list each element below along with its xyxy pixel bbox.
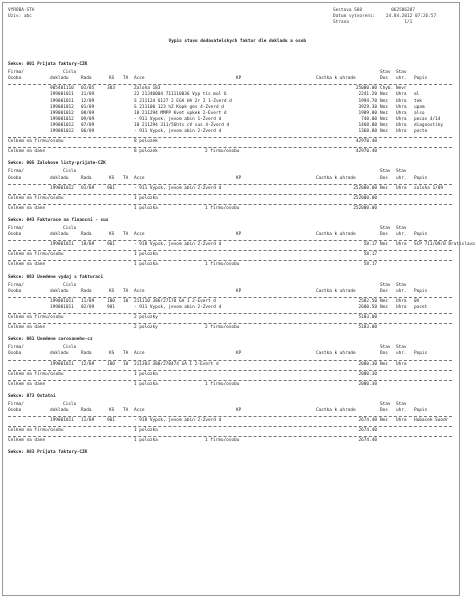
sum-count: 2 polozky	[134, 315, 158, 320]
section-title	[3, 160, 461, 168]
col-rada: Rada	[81, 232, 92, 238]
col-popis: Popis	[414, 288, 428, 294]
section-title-text: Sekce: 043 Fakturace na financni - sus	[8, 217, 109, 223]
sum-value: 2080.30	[358, 371, 377, 377]
col-firma: Firma/	[8, 282, 24, 288]
col-dos: Dos	[380, 288, 388, 294]
report-title-text: Vypis stavu dodavatelskych faktur dle dokladu a osob	[168, 39, 307, 44]
row-doklad: 905401110	[50, 86, 74, 92]
col-stav: Stav	[380, 401, 391, 407]
row-castka: 1460.80	[358, 122, 377, 128]
col-kp: KP	[236, 351, 242, 357]
column-header	[3, 175, 461, 183]
column-header	[3, 288, 461, 296]
row-rada: 12/09	[81, 98, 95, 104]
col-uhr: uhr.	[396, 175, 407, 181]
sum-row	[3, 138, 461, 146]
section-title-text: Sekce: 001 Prijata faktury-CZK	[8, 62, 88, 67]
col-osoba: Osoba	[8, 76, 22, 82]
total-value: 2674.40	[358, 438, 377, 444]
col-kp: KP	[236, 175, 242, 181]
row-stav: Nez	[380, 361, 388, 367]
created-date: Datum vytvoreni: 24.04.2012 07:26:57	[333, 14, 437, 19]
col-doklad: dokladu	[50, 408, 69, 413]
col-firma: Firma/	[8, 226, 24, 231]
row-ta: 10	[123, 298, 129, 304]
col-ks: KS	[109, 351, 115, 357]
row-uhr: Uhra	[396, 110, 407, 116]
row-uhr: Uhra	[396, 92, 407, 98]
total-row	[3, 324, 461, 332]
col-ks: KS	[109, 288, 115, 294]
total-firms: 2 firmu/osobu	[205, 149, 240, 155]
col-uhr: uhr.	[396, 351, 407, 357]
section-title-text: Sekce: 073 Ostatni	[8, 393, 56, 399]
row-acce: - 910 Vypsk, jevom abin 2-Zverd d	[134, 242, 222, 248]
col-ks: KS	[109, 76, 115, 82]
row-castka: 58.17	[363, 242, 377, 248]
row-uhr: Uhra	[396, 418, 407, 424]
col-castka: Castka k uhrade	[316, 76, 356, 82]
sum-row	[3, 314, 461, 322]
row-doklad: 199001011	[50, 98, 74, 104]
column-header	[3, 350, 461, 358]
section-title	[3, 217, 461, 225]
row-acce: 211110 386/27170 GA I 2-Evert d	[134, 298, 216, 304]
row-castka: 252000.00	[353, 185, 377, 191]
row-popis: also	[414, 110, 425, 116]
col-firma: Firma/	[8, 401, 24, 407]
row-stav: Nez	[380, 110, 388, 116]
section-title-text: Sekce: 061 Uvedene carovaneho-cz	[8, 337, 93, 343]
col-rada: Rada	[81, 76, 92, 82]
col-castka: Castka k uhrade	[316, 351, 356, 357]
row-uhr: Uhra	[396, 98, 407, 104]
col-stav: Stav	[380, 282, 391, 288]
sum-value: 58.17	[363, 252, 377, 258]
col-ks: KS	[109, 175, 115, 181]
col-stav-uhr: Stav	[396, 345, 407, 351]
table-row	[3, 417, 461, 425]
row-popis: upam	[414, 104, 425, 110]
row-acce: - 911 Vypsk, jevom abin 2-Zverd d	[134, 304, 222, 310]
row-acce: S 211124 6127 2 EGA HA 2r 2 1-Zverd d	[134, 98, 232, 104]
header-line-3	[3, 19, 461, 27]
col-acce: Acce	[134, 76, 145, 82]
row-stav: Nez	[380, 104, 388, 110]
row-doklad: 199001011	[50, 298, 74, 304]
row-rada: 11/09	[81, 418, 95, 424]
sum-value: 5183.00	[358, 315, 377, 320]
row-ks: 901	[107, 242, 115, 248]
table-row	[3, 241, 475, 249]
col-uhr: uhr.	[396, 76, 407, 82]
col-stav: Stav	[380, 70, 391, 76]
row-ks: 901	[107, 185, 115, 191]
col-osoba: Osoba	[8, 232, 22, 238]
col-acce: Acce	[134, 288, 145, 294]
table-row	[3, 128, 461, 136]
row-rada: 11/09	[81, 92, 95, 98]
col-doklad: dokladu	[50, 232, 69, 238]
col-uhr: uhr.	[396, 288, 407, 294]
table-row	[3, 361, 461, 369]
row-uhr: Uhra	[396, 129, 407, 134]
row-castka: 1994.70	[358, 98, 377, 104]
col-kp: KP	[236, 76, 242, 82]
col-kp: KP	[236, 232, 242, 238]
table-row	[3, 304, 461, 312]
row-uhr: Uhra	[396, 361, 407, 367]
row-acce: 18 211294 MMPP Kvet upkek 2-Evert d	[134, 110, 227, 116]
row-ks: 180	[107, 361, 115, 367]
col-dos: Dos	[380, 232, 388, 238]
total-count: 1 polozka	[134, 205, 158, 211]
row-uhr: Uhra	[396, 104, 407, 110]
row-doklad: 199001012	[50, 116, 74, 122]
section-title-text: Sekce: 063 Uvedene vydaj s fakturaci	[8, 274, 104, 280]
col-rada: Rada	[81, 288, 92, 294]
row-doklad: 199001012	[50, 104, 74, 110]
col-dos: Dos	[380, 175, 388, 181]
row-acce: - 911 Vypsk, jevom abin 2-Zverd d	[134, 185, 222, 191]
row-uhr: Uhra	[396, 304, 407, 310]
col-osoba: Osoba	[8, 351, 22, 357]
row-popis: tek	[414, 98, 422, 104]
row-doklad: 199001011	[50, 304, 74, 310]
row-castka: 2080.30	[358, 361, 377, 367]
sum-value: 252000.00	[353, 195, 377, 201]
page-number: Strana 1/1	[333, 20, 413, 25]
sum-value: 2674.40	[358, 428, 377, 434]
col-popis: Popis	[414, 408, 428, 413]
total-firms: 2 firmu/osobu	[205, 325, 240, 331]
row-doklad: 199001011	[50, 92, 74, 98]
row-rada: 08/09	[81, 110, 95, 116]
row-rada: 11/09	[81, 298, 95, 304]
col-rada: Rada	[81, 175, 92, 181]
row-popis: Hubacek Soodr	[414, 418, 449, 424]
col-doklad: dokladu	[50, 288, 69, 294]
total-count: 8 polozek	[134, 149, 158, 155]
col-uhr: uhr.	[396, 408, 407, 413]
total-count: 1 polozka	[134, 262, 158, 268]
row-acce: 10 211294 311/56hts cV sus 4-Zverd d	[134, 122, 230, 128]
row-uhr: Uhra	[396, 122, 407, 128]
row-stav: Nez	[380, 116, 388, 122]
row-stav: Nez	[380, 98, 388, 104]
col-castka: Castka k uhrade	[316, 288, 356, 294]
row-rada: 01/09	[81, 104, 95, 110]
row-ks: 901	[107, 418, 115, 424]
section-title	[3, 336, 461, 344]
sum-count: 1 polozka	[134, 195, 158, 201]
sum-row	[3, 371, 461, 379]
row-rada: 07/09	[81, 122, 95, 128]
col-uhr: uhr.	[396, 232, 407, 238]
row-stav: Nez	[380, 298, 388, 304]
col-acce: Acce	[134, 351, 145, 357]
row-acce: - 910 Vypsk, jevom abin 2-Zverd d	[134, 418, 222, 424]
total-row	[3, 437, 461, 445]
row-rada: 01/05	[81, 86, 95, 92]
total-label: Celkem na dane	[8, 262, 46, 268]
row-doklad: 199001011	[50, 418, 74, 424]
col-doklad: dokladu	[50, 351, 69, 357]
row-doklad: 199001012	[50, 185, 74, 191]
col-osoba: Osoba	[8, 175, 22, 181]
col-castka: Castka k uhrade	[316, 232, 356, 238]
total-label: Celkem na dane	[8, 149, 46, 155]
row-uhr: Uhra	[396, 116, 407, 122]
col-rada: Rada	[81, 351, 92, 357]
total-value: 5183.00	[358, 325, 377, 331]
total-firms: 1 firmu/osobu	[205, 381, 240, 387]
column-header	[3, 407, 461, 415]
total-label: Celkem na dane	[8, 325, 46, 331]
row-stav: Nez	[380, 129, 388, 134]
footer-section	[3, 449, 461, 457]
col-ta: TA	[123, 351, 129, 357]
report-page	[2, 2, 475, 596]
col-dos: Dos	[380, 408, 388, 413]
total-value: 58.17	[363, 262, 377, 268]
col-ks: KS	[109, 232, 115, 238]
sum-label: Celkem na firmu/osobu	[8, 315, 64, 320]
col-ta: TA	[123, 288, 129, 294]
col-castka: Castka k uhrade	[316, 408, 356, 413]
col-ta: TA	[123, 232, 129, 238]
row-popis: diagnostiky	[414, 122, 444, 128]
col-osoba: Osoba	[8, 408, 22, 413]
col-stav-uhr: Stav	[396, 70, 407, 76]
row-doklad: 199001012	[50, 122, 74, 128]
row-uhr: Nevr	[396, 86, 407, 92]
total-value: 2080.30	[358, 381, 377, 387]
section-title	[3, 61, 461, 69]
sum-count: 8 polozek	[134, 139, 158, 145]
col-ta: TA	[123, 175, 129, 181]
row-castka: 1989.80	[358, 110, 377, 116]
total-row	[3, 148, 461, 156]
row-doklad: 199001012	[50, 129, 74, 134]
row-rada: 02/09	[81, 304, 95, 310]
col-stav-uhr: Stav	[396, 226, 407, 231]
column-header	[3, 75, 461, 83]
col-stav: Stav	[380, 345, 391, 351]
table-row	[3, 185, 461, 193]
row-castka: 2600.50	[358, 304, 377, 310]
col-castka: Castka k uhrade	[316, 175, 356, 181]
row-doklad: 199001011	[50, 242, 74, 248]
sum-label: Celkem na firmu/osobu	[8, 195, 64, 201]
col-kp: KP	[236, 288, 242, 294]
row-stav: Nez	[380, 304, 388, 310]
col-popis: Popis	[414, 351, 428, 357]
row-acce: Zaloha 183	[134, 86, 161, 92]
col-rada: Rada	[81, 408, 92, 413]
total-row	[3, 205, 461, 213]
section-title	[3, 274, 461, 282]
col-kp: KP	[236, 408, 242, 413]
sum-count: 1 polozka	[134, 428, 158, 434]
row-ks: 180	[107, 298, 115, 304]
row-popis: 0V	[414, 298, 420, 304]
report-title	[3, 30, 461, 44]
row-castka: 25000.00	[355, 86, 377, 92]
col-stav-uhr: Stav	[396, 169, 407, 175]
total-row	[3, 261, 461, 269]
row-popis: pocas 4/14	[414, 116, 441, 122]
col-ta: TA	[123, 76, 129, 82]
col-ks: KS	[109, 408, 115, 413]
col-popis: Popis	[414, 232, 428, 238]
total-label: Celkem na dane	[8, 438, 46, 444]
report-id: Sestava S68 062586287	[333, 8, 415, 13]
total-value: 42970.40	[355, 149, 377, 155]
row-ks: 901	[107, 304, 115, 310]
row-popis: pocet	[414, 304, 428, 310]
sum-row	[3, 427, 461, 435]
row-acce: - 911 Vypsk, jevom abin 1-Zverd d	[134, 116, 222, 122]
row-stav: Nez	[380, 185, 388, 191]
row-stav: Nez	[380, 122, 388, 128]
col-cislo: Cislo	[63, 70, 77, 76]
row-castka: 1360.80	[358, 129, 377, 134]
row-castka: 740.00	[361, 116, 377, 122]
row-stav: Chyb.	[380, 86, 394, 92]
col-cislo: Cislo	[63, 282, 77, 288]
sum-row	[3, 195, 461, 203]
footer-section-title: Sekce: 883 Prijata faktury-CZK	[8, 450, 88, 456]
row-rada: 12/09	[81, 361, 95, 367]
row-uhr: Uhra	[396, 298, 407, 304]
col-dos: Dos	[380, 76, 388, 82]
sum-label: Celkem na firmu/osobu	[8, 139, 64, 145]
user-name: Uziv: abc	[8, 14, 32, 19]
total-count: 1 polozka	[134, 381, 158, 387]
sum-label: Celkem na firmu/osobu	[8, 371, 64, 377]
sum-row	[3, 251, 461, 259]
col-firma: Firma/	[8, 70, 24, 76]
column-header	[3, 231, 461, 239]
company-name: VYROBA-STA	[8, 8, 35, 13]
total-label: Celkem na dane	[8, 381, 46, 387]
total-firms: 1 firmu/osobu	[205, 262, 240, 268]
col-dos: Dos	[380, 351, 388, 357]
col-cislo: Cislo	[63, 345, 77, 351]
row-doklad: 199001011	[50, 361, 74, 367]
row-ks: 303	[107, 86, 115, 92]
row-acce: S 211100 123 hZ Kopk ges 4-Zverd d	[134, 104, 224, 110]
row-doklad: 199001012	[50, 110, 74, 116]
col-acce: Acce	[134, 175, 145, 181]
col-stav: Stav	[380, 226, 391, 231]
col-cislo: Cislo	[63, 169, 77, 175]
total-value: 252000.00	[353, 205, 377, 211]
col-firma: Firma/	[8, 345, 24, 351]
col-cislo: Cislo	[63, 226, 77, 231]
row-acce: - 911 Vypsk, jevom abin 2-Zverd d	[134, 129, 222, 134]
row-uhr: Uhra	[396, 185, 407, 191]
row-popis: al	[414, 92, 420, 98]
row-acce: 22 21J40004 711110036 Vyp tis mol 6	[134, 92, 227, 98]
col-stav-uhr: Stav	[396, 282, 407, 288]
sum-count: 1 polozka	[134, 252, 158, 258]
col-acce: Acce	[134, 408, 145, 413]
col-firma: Firma/	[8, 169, 24, 175]
total-label: Celkem na dane	[8, 205, 46, 211]
col-cislo: Cislo	[63, 401, 77, 407]
total-count: 1 polozka	[134, 438, 158, 444]
col-acce: Acce	[134, 232, 145, 238]
row-popis: SCP 711/09/B Bratislava	[414, 242, 475, 248]
row-popis: zaloha 1/09	[414, 185, 444, 191]
col-popis: Popis	[414, 175, 428, 181]
sum-count: 1 polozka	[134, 371, 158, 377]
row-rada: 10/09	[81, 242, 95, 248]
row-castka: 2241.20	[358, 92, 377, 98]
total-count: 2 polozky	[134, 325, 158, 331]
sum-label: Celkem na firmu/osobu	[8, 252, 64, 258]
col-stav-uhr: Stav	[396, 401, 407, 407]
col-doklad: dokladu	[50, 175, 69, 181]
row-stav: Nez	[380, 242, 388, 248]
row-castka: 2582.50	[358, 298, 377, 304]
row-rada: 01/09	[81, 185, 95, 191]
row-popis: pocte	[414, 129, 428, 134]
row-stav: Nez	[380, 418, 388, 424]
col-stav: Stav	[380, 169, 391, 175]
row-castka: 2674.40	[358, 418, 377, 424]
total-firms: 1 firmu/osobu	[205, 205, 240, 211]
row-rada: 06/09	[81, 129, 95, 134]
col-ta: TA	[123, 408, 129, 413]
row-rada: 09/09	[81, 116, 95, 122]
row-ta: 10	[123, 361, 129, 367]
row-castka: 3929.30	[358, 104, 377, 110]
sum-value: 42970.40	[355, 139, 377, 145]
col-doklad: dokladu	[50, 76, 69, 82]
section-title-text: Sekce: 005 Zalohove listy-prijate-CZK	[8, 161, 106, 167]
col-osoba: Osoba	[8, 288, 22, 294]
total-row	[3, 381, 461, 389]
total-firms: 1 firmu/osobu	[205, 438, 240, 444]
row-uhr: Uhra	[396, 242, 407, 248]
row-stav: Nez	[380, 92, 388, 98]
sum-label: Celkem na firmu/osobu	[8, 428, 64, 434]
col-popis: Popis	[414, 76, 428, 82]
row-acce: 211303 380/270474 GA I 2-Evert d	[134, 361, 219, 367]
section-title	[3, 393, 461, 401]
